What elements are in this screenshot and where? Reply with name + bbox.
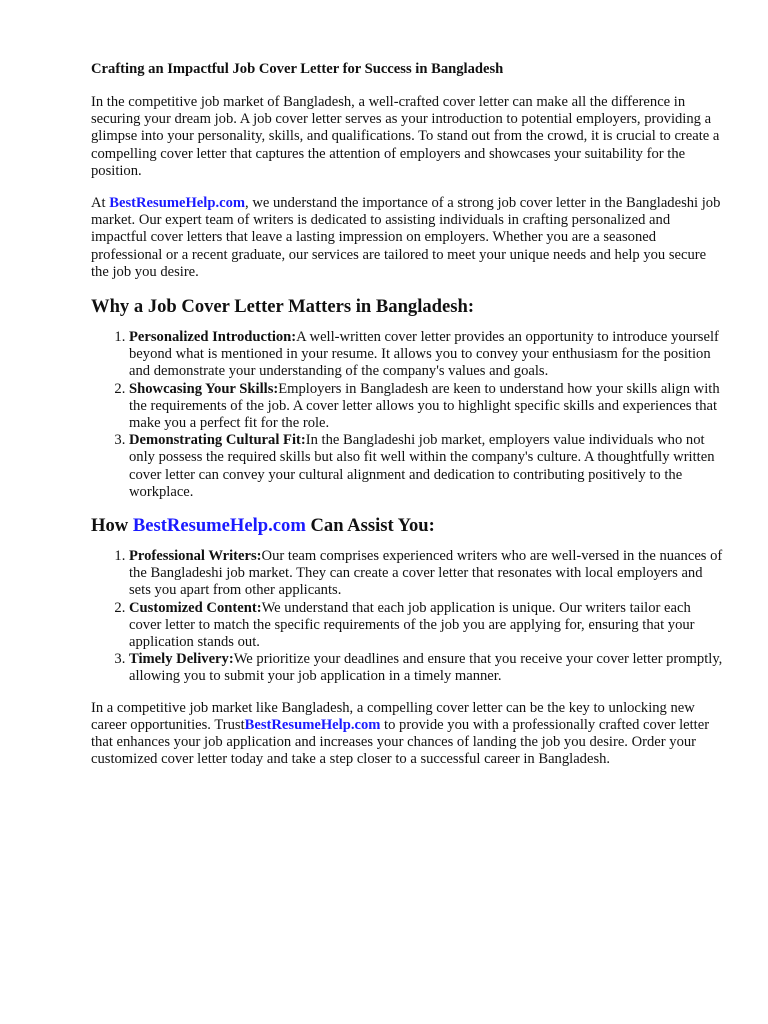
list-item [129, 329, 723, 381]
closing-site-link[interactable]: BestResumeHelp.com [244, 716, 381, 733]
section2-heading-suffix: Can Assist You: [305, 515, 435, 537]
list-item-term: Professional Writers: [129, 548, 262, 565]
list-item [129, 651, 723, 685]
list-item [129, 432, 723, 501]
section1-heading: Why a Job Cover Letter Matters in Bangladesh: [91, 296, 475, 318]
list-item-term: Demonstrating Cultural Fit: [129, 432, 306, 449]
section2-heading [91, 515, 723, 537]
about-paragraph [91, 195, 723, 281]
closing-paragraph [91, 700, 723, 769]
about-prefix: At [91, 195, 110, 212]
list-item-text: Employers in Bangladesh are keen to understand how your skills align with the requirements of the job. A cover letter allows you to highlight specific skills and experiences that make you a perfect fit for the role. [129, 380, 720, 432]
list-item-text: A well-written cover letter provides an opportunity to introduce yourself beyond what is mentioned in your resume. It allows you to convey your enthusiasm for the position and demonstrate your understanding of the company's values and goals. [129, 329, 719, 380]
section2-heading-prefix: How [91, 515, 133, 537]
section1-list [91, 329, 723, 501]
list-item-text: We understand that each job application is unique. Our writers tailor each cover letter to match the specific requirements of the job you are applying for, ensuring that your application stands out. [129, 599, 695, 651]
list-item [129, 548, 723, 600]
list-item-term: Showcasing Your Skills: [129, 380, 279, 397]
section2-list [91, 548, 723, 686]
list-item-term: Customized Content: [129, 599, 262, 616]
list-item-term: Timely Delivery: [129, 651, 234, 668]
list-item-text: In the Bangladeshi job market, employers value individuals who not only possess the required skills but also fit well within the company's culture. A thoughtfully written cover letter can convey your cultural alignment and dedication to contributing positively to the workplace. [129, 432, 715, 500]
about-site-link[interactable]: BestResumeHelp.com [109, 195, 246, 212]
list-item-text: Our team comprises experienced writers who are well-versed in the nuances of the Bangladeshi job market. They can create a cover letter that resonates with local employers and sets you apart from other applicants. [129, 548, 723, 599]
about-text: , we understand the importance of a strong job cover letter in the Bangladeshi job market. Our expert team of writers is dedicated to assisting individuals in crafting personalized and impactful cover letters that leave a lasting impression on employers. Whether you are a seasoned professional or a recent graduate, our services are tailored to meet your unique needs and help you secure the job you desire. [91, 195, 721, 280]
section2-heading-link[interactable]: BestResumeHelp.com [132, 515, 306, 537]
list-item [129, 600, 723, 652]
closing-prefix: In a competitive job market like Bangladesh, a compelling cover letter can be the key to unlocking new career opportunities. Trust [91, 699, 695, 733]
list-item-term: Personalized Introduction: [129, 329, 297, 346]
document-title: Crafting an Impactful Job Cover Letter for Success in Bangladesh [91, 61, 504, 77]
list-item [129, 381, 723, 433]
list-item-text: We prioritize your deadlines and ensure that you receive your cover letter promptly, allowing you to submit your job application in a timely manner. [129, 651, 723, 685]
document-page [91, 60, 723, 784]
closing-text: to provide you with a professionally crafted cover letter that enhances your job application and increases your chances of landing the job you desire. Order your customized cover letter today and take a step closer to a successful career in Bangladesh. [91, 716, 710, 768]
intro-paragraph: In the competitive job market of Bangladesh, a well-crafted cover letter can make all the difference in securing your dream job. A job cover letter serves as your introduction to potential employers, providing a glimpse into your personality, skills, and qualifications. To stand out from the crowd, it is crucial to create a compelling cover letter that captures the attention of employers and showcases your suitability for the position. [91, 94, 720, 179]
